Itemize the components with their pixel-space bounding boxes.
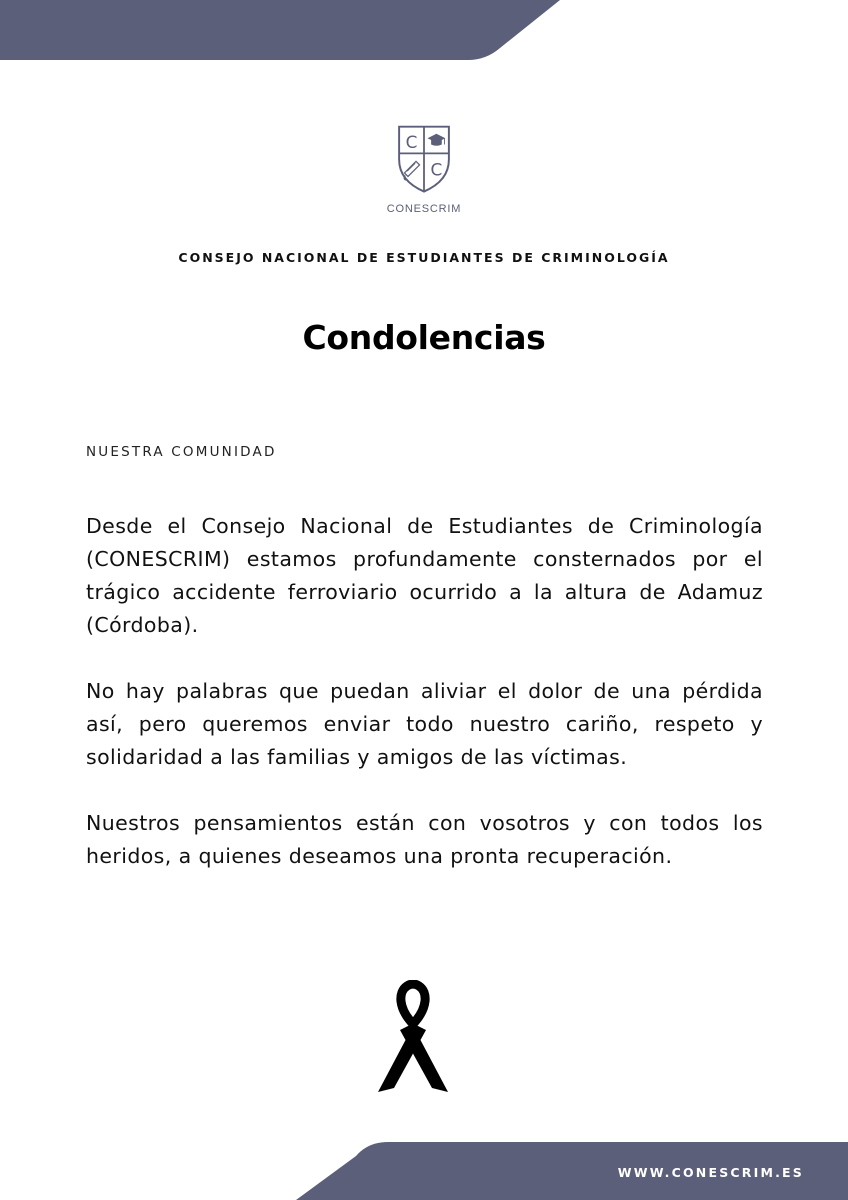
paragraph-intro: Desde el Consejo Nacional de Estudiantes de Criminología (CONESCRIM) estamos profundamente consternados por el trágico accidente ferroviario ocurrido a la altura de Adamuz (Córdoba). xyxy=(86,514,763,637)
organization-name: CONSEJO NACIONAL DE ESTUDIANTES DE CRIMINOLOGÍA xyxy=(178,250,670,265)
logo-caption: CONESCRIM xyxy=(386,203,462,215)
diploma-scroll-icon xyxy=(404,161,419,180)
website-url[interactable]: WWW.CONESCRIM.ES xyxy=(617,1165,804,1180)
message-body xyxy=(86,510,763,906)
mourning-ribbon-icon xyxy=(370,980,456,1096)
graduation-cap-icon xyxy=(428,134,446,146)
section-label: NUESTRA COMUNIDAD xyxy=(86,444,277,460)
conescrim-shield-logo xyxy=(386,124,462,214)
header-decorative-band xyxy=(0,0,560,60)
paragraph-wishes: Nuestros pensamientos están con vosotros y con todos los heridos, a quienes deseamos una pronta recuperación. xyxy=(86,811,763,868)
paragraph-solidarity: No hay palabras que puedan aliviar el dolor de una pérdida así, pero queremos enviar todo nuestro cariño, respeto y solidaridad a las familias y amigos de las víctimas. xyxy=(86,679,763,769)
logo-letter-c-bottom: C xyxy=(430,159,443,180)
logo-letter-c-top: C xyxy=(405,132,418,152)
page-title: Condolencias xyxy=(302,318,546,357)
